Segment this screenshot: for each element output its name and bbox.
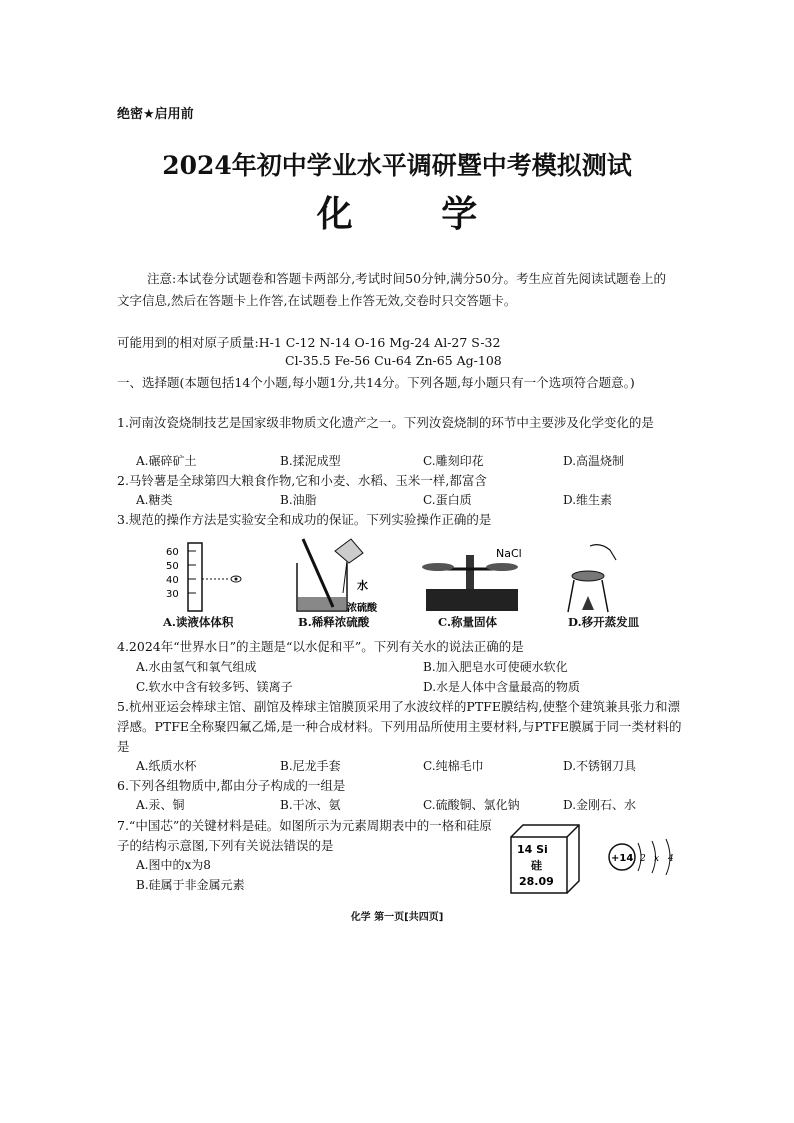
q6-option-d: D.金刚石、水 — [563, 798, 637, 812]
nacl-label: NaCl — [496, 547, 522, 560]
acid-dilution-figure — [285, 533, 390, 615]
evaporating-dish-figure — [560, 540, 630, 615]
element-mass: 28.09 — [519, 875, 554, 888]
q1-option-d: D.高温烧制 — [563, 454, 625, 468]
q1-option-c: C.雕刻印花 — [423, 454, 484, 468]
q4-option-a: A.水由氢气和氧气组成 — [136, 660, 257, 674]
shell-3: 4 — [668, 854, 674, 864]
element-cell-silicon — [505, 823, 585, 895]
q2-option-d: D.维生素 — [563, 493, 613, 507]
q5-option-d: D.不锈钢刀具 — [563, 759, 637, 773]
page-footer: 化学 第一页[共四页] — [350, 912, 444, 923]
fig-caption-d: D.移开蒸发皿 — [568, 615, 640, 629]
balance-figure — [412, 545, 532, 615]
question-6-stem: 6.下列各组物质中,都由分子构成的一组是 — [117, 778, 346, 793]
shell-1: 2 — [640, 854, 646, 864]
q1-option-b: B.揉泥成型 — [280, 454, 341, 468]
nucleus-charge: +14 — [611, 853, 634, 864]
fig-caption-b: B.稀释浓硫酸 — [298, 615, 370, 629]
q5-option-b: B.尼龙手套 — [280, 759, 341, 773]
q5-option-a: A.纸质水杯 — [136, 759, 197, 773]
acid-label: 浓硫酸 — [347, 603, 377, 614]
q2-option-b: B.油脂 — [280, 493, 317, 507]
q5-option-c: C.纯棉毛巾 — [423, 759, 484, 773]
shell-2: x — [654, 854, 660, 864]
q6-option-b: B.干冰、氨 — [280, 798, 341, 812]
atomic-mass-line-2: Cl-35.5 Fe-56 Cu-64 Zn-65 Ag-108 — [285, 353, 502, 368]
fig-caption-c: C.称量固体 — [438, 615, 497, 629]
q7-option-a: A.图中的x为8 — [136, 858, 211, 872]
exam-notice: 注意:本试卷分试题卷和答题卡两部分,考试时间50分钟,满分50分。考生应首先阅读试题卷上的文字信息,然后在答题卡上作答,在试题卷上作答无效,交卷时只交答题卡。 — [117, 271, 666, 308]
tick-50: 50 — [166, 561, 179, 572]
q7-option-b: B.硅属于非金属元素 — [136, 878, 245, 892]
question-5-stem: 5.杭州亚运会棒球主馆、副馆及棒球主馆膜顶采用了水波纹样的PTFE膜结构,使整个建筑兼具张力和漂浮感。PTFE全称聚四氟乙烯,是一种合成材料。下列用品所使用主要材料,与PTFE膜属于同一类材料的是 — [117, 699, 682, 754]
atomic-mass-line-1: 可能用到的相对原子质量:H-1 C-12 N-14 O-16 Mg-24 Al-27 S-32 — [117, 335, 501, 350]
graduated-cylinder-figure — [150, 535, 260, 615]
water-label: 水 — [357, 579, 368, 592]
element-number-symbol: 14 Si — [517, 843, 548, 856]
q4-option-d: D.水是人体中含量最高的物质 — [423, 680, 581, 694]
subject-title: 化 学 — [316, 193, 516, 235]
q2-option-a: A.糖类 — [136, 493, 173, 507]
q4-option-b: B.加入肥皂水可使硬水软化 — [423, 660, 568, 674]
q1-option-a: A.碾碎矿土 — [136, 454, 197, 468]
question-3-stem: 3.规范的操作方法是实验安全和成功的保证。下列实验操作正确的是 — [117, 512, 492, 527]
q4-option-c: C.软水中含有较多钙、镁离子 — [136, 680, 293, 694]
question-4-stem: 4.2024年“世界水日”的主题是“以水促和平”。下列有关水的说法正确的是 — [117, 639, 524, 654]
question-7-stem: 7.“中国芯”的关键材料是硅。如图所示为元素周期表中的一格和硅原子的结构示意图,下列有关说法错误的是 — [117, 818, 492, 853]
tick-60: 60 — [166, 547, 179, 558]
q6-option-a: A.汞、铜 — [136, 798, 185, 812]
exam-title: 2024年初中学业水平调研暨中考模拟测试 — [162, 151, 632, 180]
element-name: 硅 — [531, 859, 542, 872]
q6-option-c: C.硫酸铜、氯化钠 — [423, 798, 520, 812]
tick-30: 30 — [166, 589, 179, 600]
silicon-atom-structure — [602, 835, 682, 879]
question-2-stem: 2.马铃薯是全球第四大粮食作物,它和小麦、水稻、玉米一样,都富含 — [117, 473, 487, 488]
confidential-label: 绝密★启用前 — [117, 107, 194, 122]
fig-caption-a: A.读液体体积 — [163, 615, 234, 629]
section-heading: 一、选择题(本题包括14个小题,每小题1分,共14分。下列各题,每小题只有一个选项符合题意。) — [117, 375, 635, 390]
q2-option-c: C.蛋白质 — [423, 493, 472, 507]
tick-40: 40 — [166, 575, 179, 586]
question-1-stem: 1.河南汝瓷烧制技艺是国家级非物质文化遗产之一。下列汝瓷烧制的环节中主要涉及化学变化的是 — [117, 415, 654, 430]
